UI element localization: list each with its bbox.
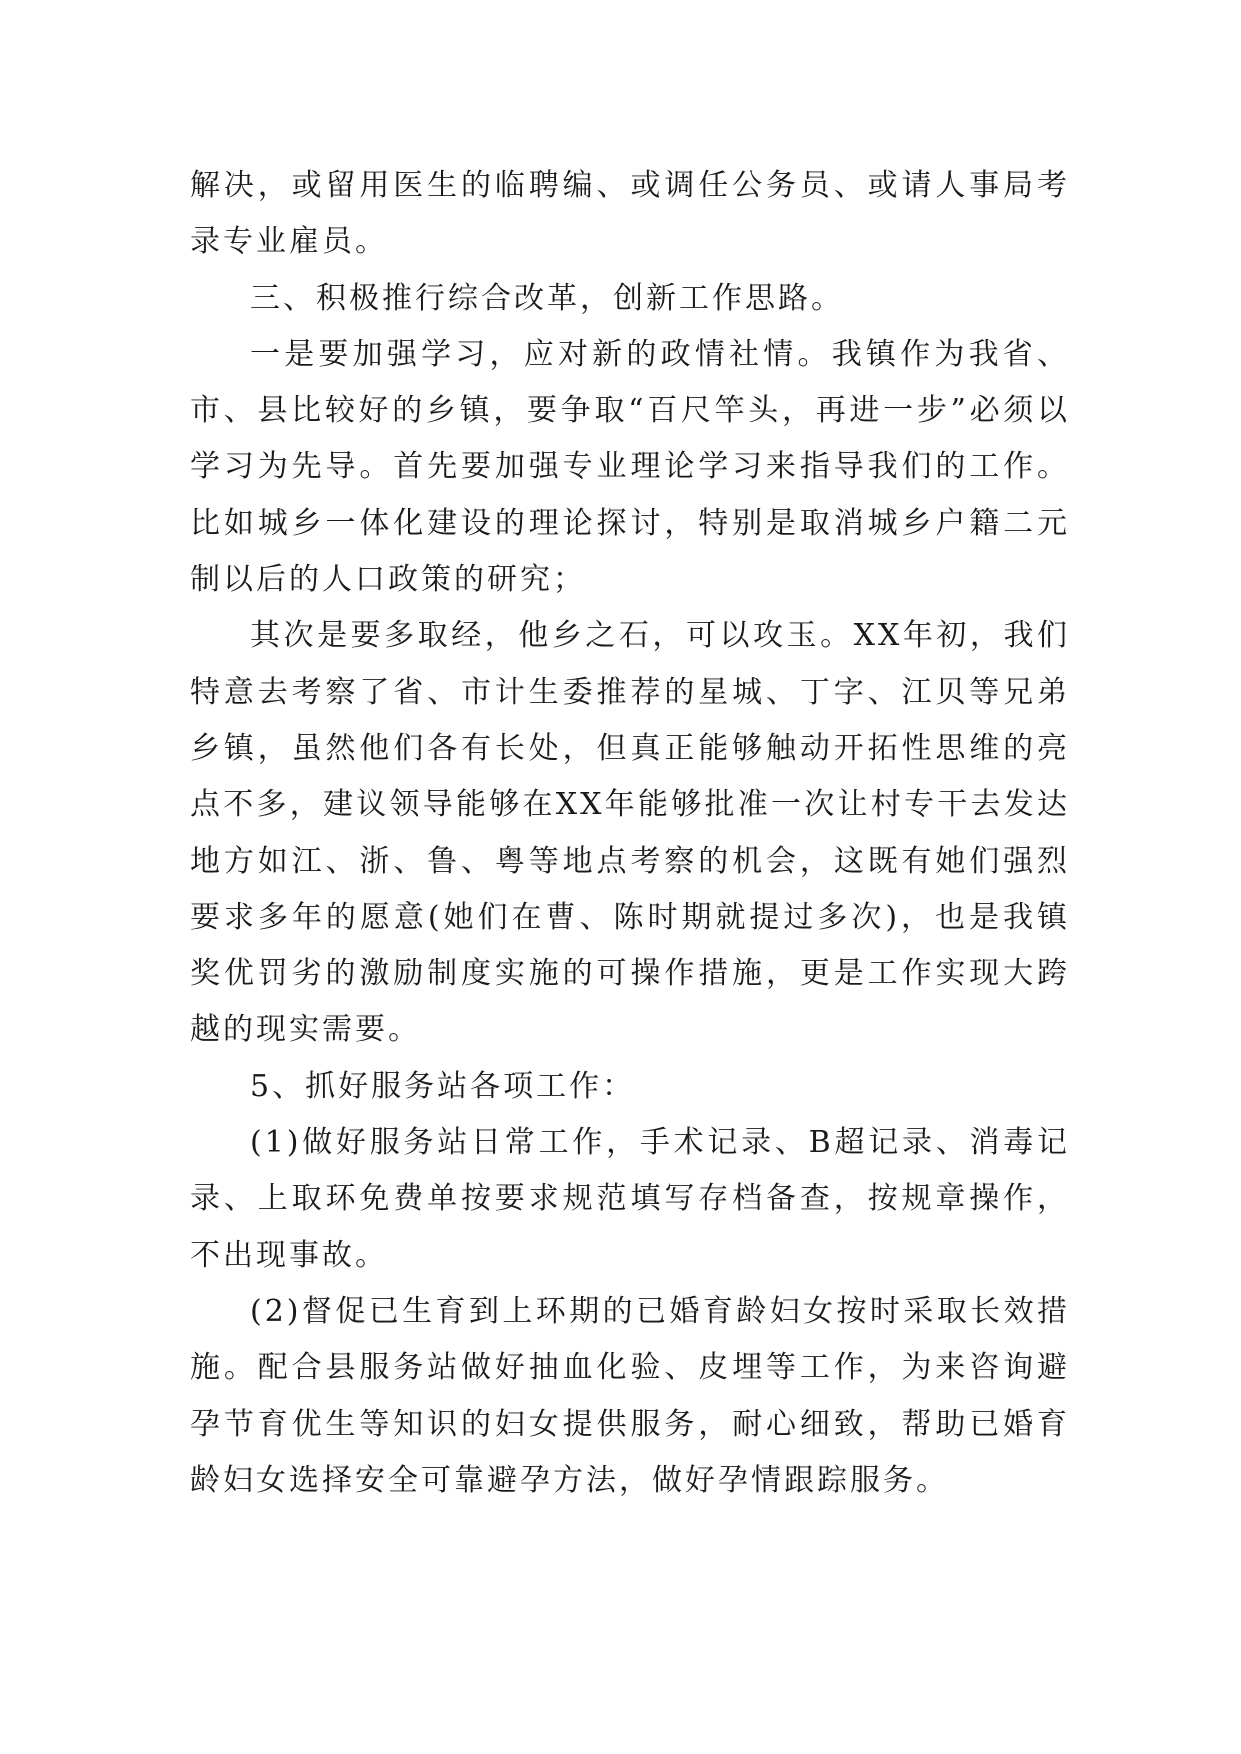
document-body [190, 158, 1070, 1509]
paragraph-learn-experience: 其次是要多取经，他乡之石，可以攻玉。XX年初，我们特意去考察了省、市计生委推荐的星城、丁字、江贝等兄弟乡镇，虽然他们各有长处，但真正能够触动开拓性思维的亮点不多，建议领导能够在XX年能够批准一次让村专干去发达地方如江、浙、鲁、粤等地点考察的机会，这既有她们强烈要求多年的愿意(她们在曹、陈时期就提过多次)，也是我镇奖优罚劣的激励制度实施的可操作措施，更是工作实现大跨越的现实需要。 [190, 618, 1070, 1048]
paragraph-continuation: 解决，或留用医生的临聘编、或调任公务员、或请人事局考录专业雇员。 [190, 168, 1070, 260]
paragraph-service-station-heading: 5、抓好服务站各项工作： [250, 1068, 636, 1104]
paragraph-item-2: (2)督促已生育到上环期的已婚育龄妇女按时采取长效措施。配合县服务站做好抽血化验、皮埋等工作，为来咨询避孕节育优生等知识的妇女提供服务，耐心细致，帮助已婚育龄妇女选择安全可靠避孕方法，做好孕情跟踪服务。 [190, 1293, 1070, 1498]
paragraph-item-1: (1)做好服务站日常工作，手术记录、B超记录、消毒记录、上取环免费单按要求规范填写存档备查，按规章操作，不出现事故。 [190, 1125, 1070, 1273]
paragraph-study: 一是要加强学习，应对新的政情社情。我镇作为我省、市、县比较好的乡镇，要争取“百尺竿头，再进一步”必须以学习为先导。首先要加强专业理论学习来指导我们的工作。比如城乡一体化建设的理论探讨，特别是取消城乡户籍二元制以后的人口政策的研究； [190, 336, 1070, 598]
paragraph-section-heading-three: 三、积极推行综合改革，创新工作思路。 [250, 280, 844, 316]
